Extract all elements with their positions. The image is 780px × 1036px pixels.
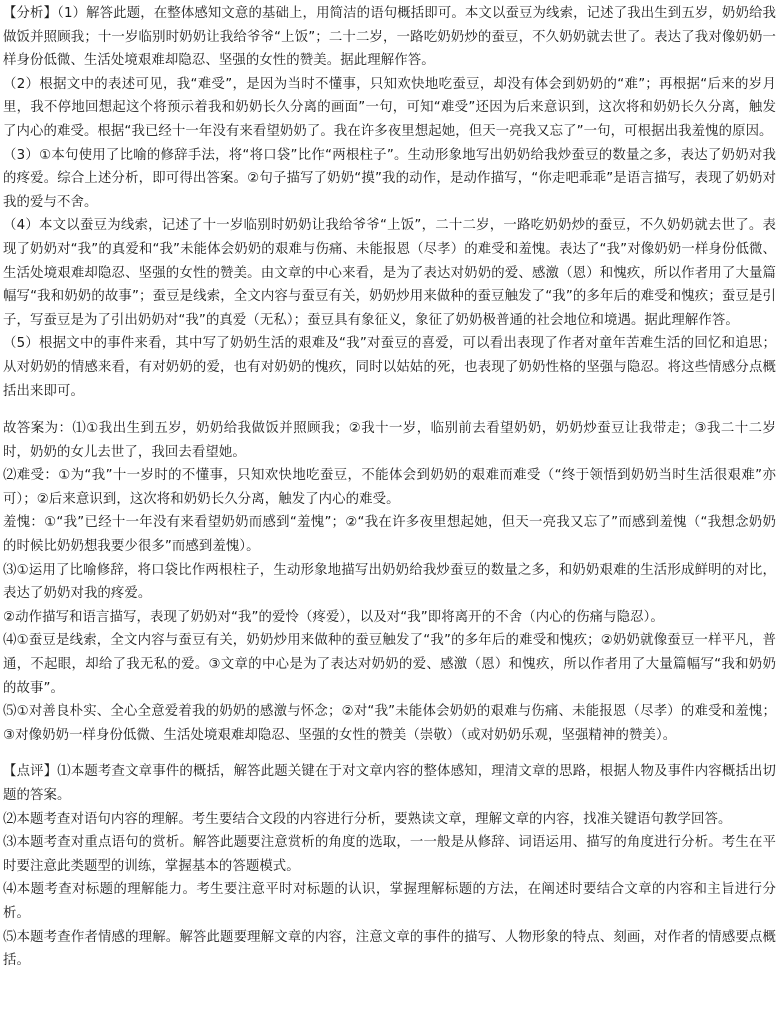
answer-paragraph-5: ②动作描写和语言描写，表现了奶奶对“我”的爱怜（疼爱），以及对“我”即将离开的不舍（内心的伤痛与隐忍）。 xyxy=(3,609,664,625)
analysis-paragraph-2: （2）根据文中的表述可见，我“难受”，是因为当时不懂事，只知欢快地吃蚕豆，却没有体会到奶奶的“难”；再根据“后来的岁月里，我不停地回想起这个将预示着我和奶奶长久分离的画面”一句，可知“难受”还因为后来意识到，这次将和奶奶长久分离，触发了内心的难受。根据“我已经十一年没有来看望奶奶了。我在许多夜里想起她，但天一亮我又忘了”一句，可根据出我羞愧的原因。 xyxy=(3,76,776,139)
comment-paragraph-3: ⑶本题考查对重点语句的赏析。解答此题要注意赏析的角度的选取，一一般是从修辞、词语运用、描写的角度进行分析。考生在平时要注意此类题型的训练，掌握基本的答题模式。 xyxy=(3,835,776,874)
answer-paragraph-4: ⑶①运用了比喻修辞，将口袋比作两根柱子，生动形象地描写出奶奶给我炒蚕豆的数量之多，和奶奶艰难的生活形成鲜明的对比，表达了奶奶对我的疼爱。 xyxy=(3,562,776,602)
analysis-paragraph-5: （5）根据文中的事件来看，其中写了奶奶生活的艰难及“我”对蚕豆的喜爱，可以看出表现了作者对童年苦难生活的回忆和追思；从对奶奶的情感来看，有对奶奶的爱，也有对奶奶的愧疚，同时以姑姑的死，也表现了奶奶性格的坚强与隐忍。将这些情感分点概括出来即可。 xyxy=(3,336,776,399)
analysis-paragraph-4: （4）本文以蚕豆为线索，记述了十一岁临别时奶奶让我给爷爷“上饭”，二十二岁，一路吃奶奶炒的蚕豆，不久奶奶就去世了。表现了奶奶对“我”的真爱和“我”未能体会奶奶的艰难与伤痛、未能报恩（尽孝）的难受和羞愧。表达了“我”对像奶奶一样身份低微、生活处境艰难却隐忍、坚强的女性的赞美。由文章的中心来看，是为了表达对奶奶的爱、感激（恩）和愧疚，所以作者用了大量篇幅写“我和奶奶的故事”；蚕豆是线索，全文内容与蚕豆有关，奶奶炒用来做种的蚕豆触发了“我”的多年后的难受和愧疚；蚕豆是引子，写蚕豆是为了引出奶奶对“我”的真爱（无私）；蚕豆具有象征义，象征了奶奶极普通的社会地位和境遇。据此理解作答。 xyxy=(3,218,776,328)
comment-paragraph-2: ⑵本题考查对语句内容的理解。考生要结合文段的内容进行分析，要熟读文章，理解文章的内容，找准关键语句教学回答。 xyxy=(3,811,732,827)
comment-paragraph-5: ⑸本题考查作者情感的理解。解答此题要理解文章的内容，注意文章的事件的描写、人物形象的特点、刻画，对作者的情感要点概括。 xyxy=(3,929,776,969)
answer-paragraph-7: ⑸①对善良朴实、全心全意爱着我的奶奶的感激与怀念；②对“我”未能体会奶奶的艰难与伤痛、未能报恩（尽孝）的难受和羞愧；③对像奶奶一样身份低微、生活处境艰难却隐忍、坚强的女性的赞美（崇敬）（或对奶奶乐观，坚强精神的赞美）。 xyxy=(3,704,776,743)
answer-paragraph-2: ⑵难受：①为“我”十一岁时的不懂事，只知欢快地吃蚕豆，不能体会到奶奶的艰难而难受（“终于领悟到奶奶当时生活很艰难”亦可）；②后来意识到，这次将和奶奶长久分离，触发了内心的难受。 xyxy=(3,468,776,507)
answer-paragraph-3: 羞愧：①“我”已经十一年没有来看望奶奶而感到“羞愧”；②“我在许多夜里想起她，但天一亮我又忘了”而感到羞愧（“我想念奶奶的时候比奶奶想我要少很多”而感到羞愧）。 xyxy=(3,515,776,555)
section-gap xyxy=(3,747,776,760)
answer-paragraph-6: ⑷①蚕豆是线索，全文内容与蚕豆有关，奶奶炒用来做种的蚕豆触发了“我”的多年后的难受和愧疚；②奶奶就像蚕豆一样平凡，普通，不起眼，却给了我无私的爱。③文章的中心是为了表达对奶奶的爱、感激（恩）和愧疚，所以作者用了大量篇幅写“我和奶奶的故事”。 xyxy=(3,633,776,696)
section-gap xyxy=(3,403,776,417)
comment-paragraph-4: ⑷本题考查对标题的理解能力。考生要注意平时对标题的认识，掌握理解标题的方法，在阐述时要结合文章的内容和主旨进行分析。 xyxy=(3,882,776,921)
comment-paragraph-1: 【点评】⑴本题考查文章事件的概括，解答此题关键在于对文章内容的整体感知，理清文章的思路，根据人物及事件内容概括出切题的答案。 xyxy=(3,764,776,803)
analysis-paragraph-1: 【分析】（1）解答此题，在整体感知文意的基础上，用简洁的语句概括即可。本文以蚕豆为线索，记述了我出生到五岁，奶奶给我做饭并照顾我；十一岁临别时奶奶让我给爷爷“上饭”；二十二岁，一路吃奶奶炒的蚕豆，不久奶奶就去世了。表达了我对像奶奶一样身份低微、生活处境艰难却隐忍、坚强的女性的赞美。据此理解作答。 xyxy=(3,6,776,69)
answer-paragraph-1: 故答案为：⑴①我出生到五岁，奶奶给我做饭并照顾我；②我十一岁，临别前去看望奶奶，奶奶炒蚕豆让我带走；③我二十二岁时，奶奶的女儿去世了，我回去看望她。 xyxy=(3,421,776,460)
analysis-paragraph-3: （3）①本句使用了比喻的修辞手法，将“将口袋”比作“两根柱子”。生动形象地写出奶奶给我炒蚕豆的数量之多，表达了奶奶对我的疼爱。综合上述分析，即可得出答案。②句子描写了奶奶“摸”我的动作，是动作描写，“你走吧乖乖”是语言描写，表现了奶奶对我的爱与不舍。 xyxy=(3,147,776,210)
